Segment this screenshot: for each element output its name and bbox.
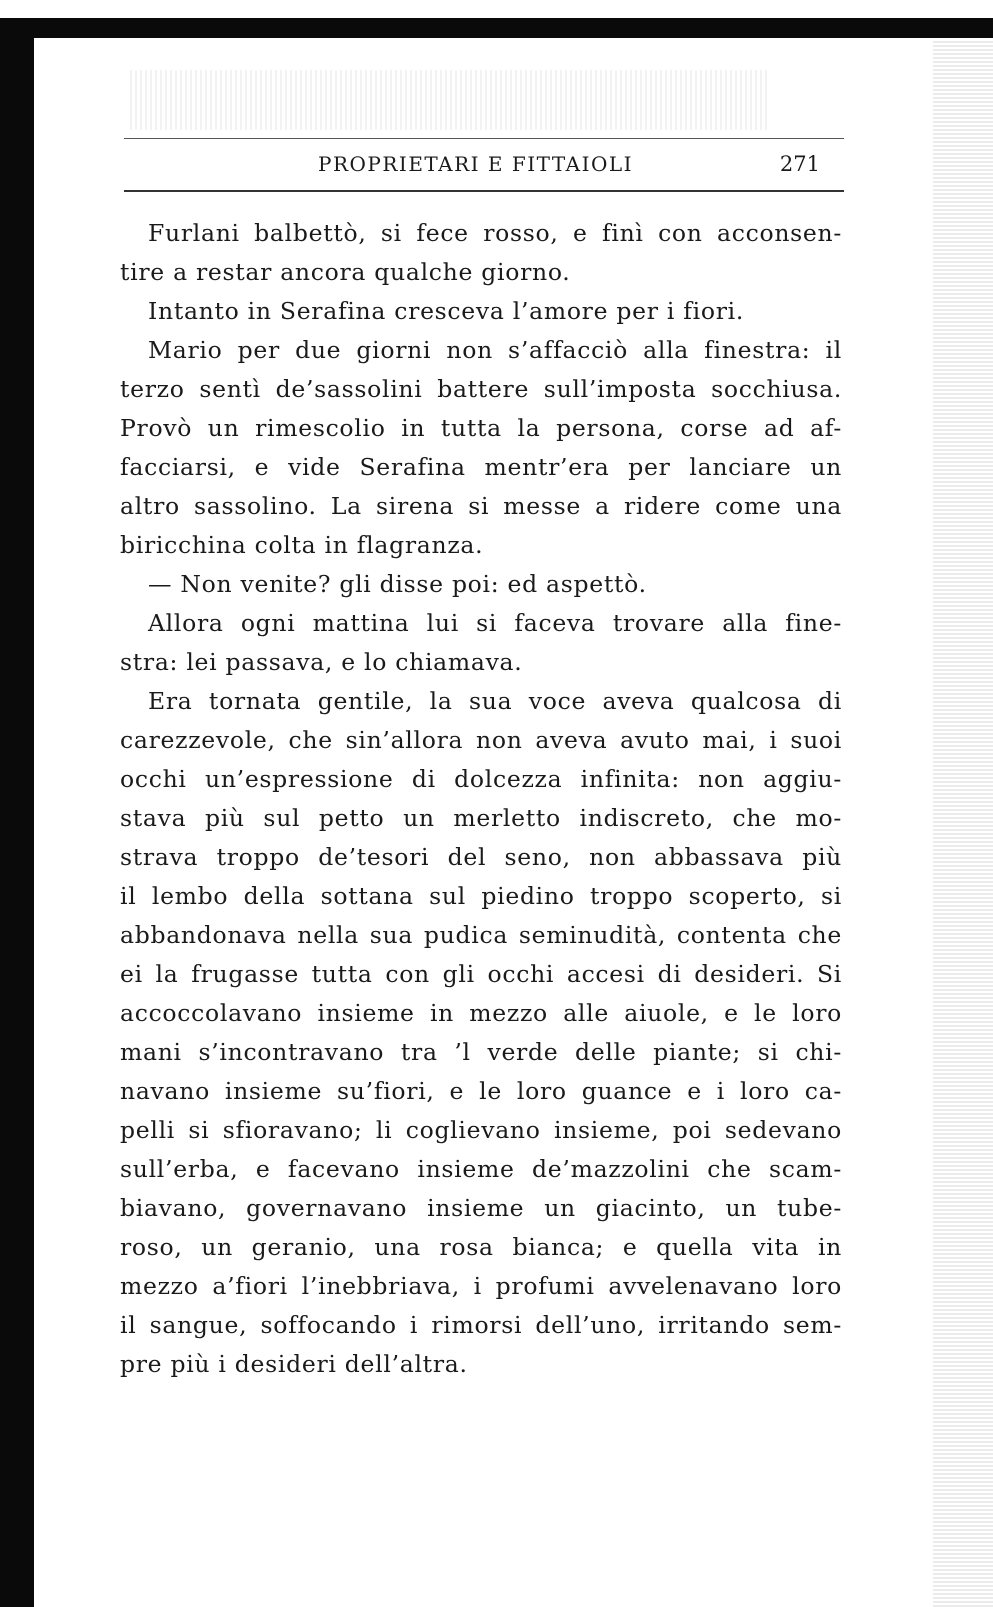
text-line: carezzevole, che sin’allora non aveva avuto mai, i suoi (120, 726, 842, 754)
header-rule-bottom (124, 190, 844, 192)
body-text (120, 214, 842, 1384)
text-line: ei la frugasse tutta con gli occhi accesi di desideri. Si (120, 960, 842, 988)
text-line: facciarsi, e vide Serafina mentr’era per lanciare un (120, 453, 842, 481)
text-line: mezzo a’fiori l’inebbriava, i profumi avvelenavano loro (120, 1272, 842, 1300)
text-line: — Non venite? gli disse poi: ed aspettò. (148, 570, 647, 598)
text-line: il sangue, soffocando i rimorsi dell’uno, irritando sem- (120, 1311, 842, 1339)
text-line: terzo sentì de’sassolini battere sull’imposta socchiusa. (120, 375, 842, 403)
scan-noise-right (933, 40, 993, 1607)
text-line: stava più sul petto un merletto indiscreto, che mo- (120, 804, 842, 832)
text-line: mani s’incontravano tra ’l verde delle piante; si chi- (120, 1038, 842, 1066)
running-head (124, 149, 844, 179)
text-line: roso, un geranio, una rosa bianca; e quella vita in (120, 1233, 842, 1261)
text-line: Furlani balbettò, si fece rosso, e finì con acconsen- (148, 219, 842, 247)
text-line: biricchina colta in flagranza. (120, 531, 484, 559)
text-line: altro sassolino. La sirena si messe a ridere come una (120, 492, 842, 520)
text-line: Intanto in Serafina cresceva l’amore per i fiori. (148, 297, 745, 325)
scan-noise-top (130, 70, 770, 130)
header-rule-top (124, 138, 844, 139)
text-line: Provò un rimescolio in tutta la persona, corse ad af- (120, 414, 842, 442)
text-line: pelli si sfioravano; li coglievano insieme, poi sedevano (120, 1116, 842, 1144)
text-line: tire a restar ancora qualche giorno. (120, 258, 571, 286)
scan-border-top (0, 18, 993, 38)
text-line: accoccolavano insieme in mezzo alle aiuole, e le loro (120, 999, 842, 1027)
text-line: strava troppo de’tesori del seno, non abbassava più (120, 843, 842, 871)
text-line: stra: lei passava, e lo chiamava. (120, 648, 523, 676)
text-line: occhi un’espressione di dolcezza infinita: non aggiu- (120, 765, 842, 793)
text-line: Mario per due giorni non s’affacciò alla finestra: il (148, 336, 842, 364)
text-line: abbandonava nella sua pudica seminudità, contenta che (120, 921, 842, 949)
text-line: Allora ogni mattina lui si faceva trovare alla fine- (148, 609, 842, 637)
page-number: 271 (779, 152, 820, 176)
text-line: biavano, governavano insieme un giacinto, un tube- (120, 1194, 842, 1222)
running-title: PROPRIETARI E FITTAIOLI (318, 152, 634, 176)
scan-border-left (0, 18, 34, 1607)
text-line: navano insieme su’fiori, e le loro guance e i loro ca- (120, 1077, 842, 1105)
text-line: pre più i desideri dell’altra. (120, 1350, 468, 1378)
text-line: il lembo della sottana sul piedino troppo scoperto, si (120, 882, 842, 910)
text-line: Era tornata gentile, la sua voce aveva qualcosa di (148, 687, 842, 715)
text-line: sull’erba, e facevano insieme de’mazzolini che scam- (120, 1155, 842, 1183)
